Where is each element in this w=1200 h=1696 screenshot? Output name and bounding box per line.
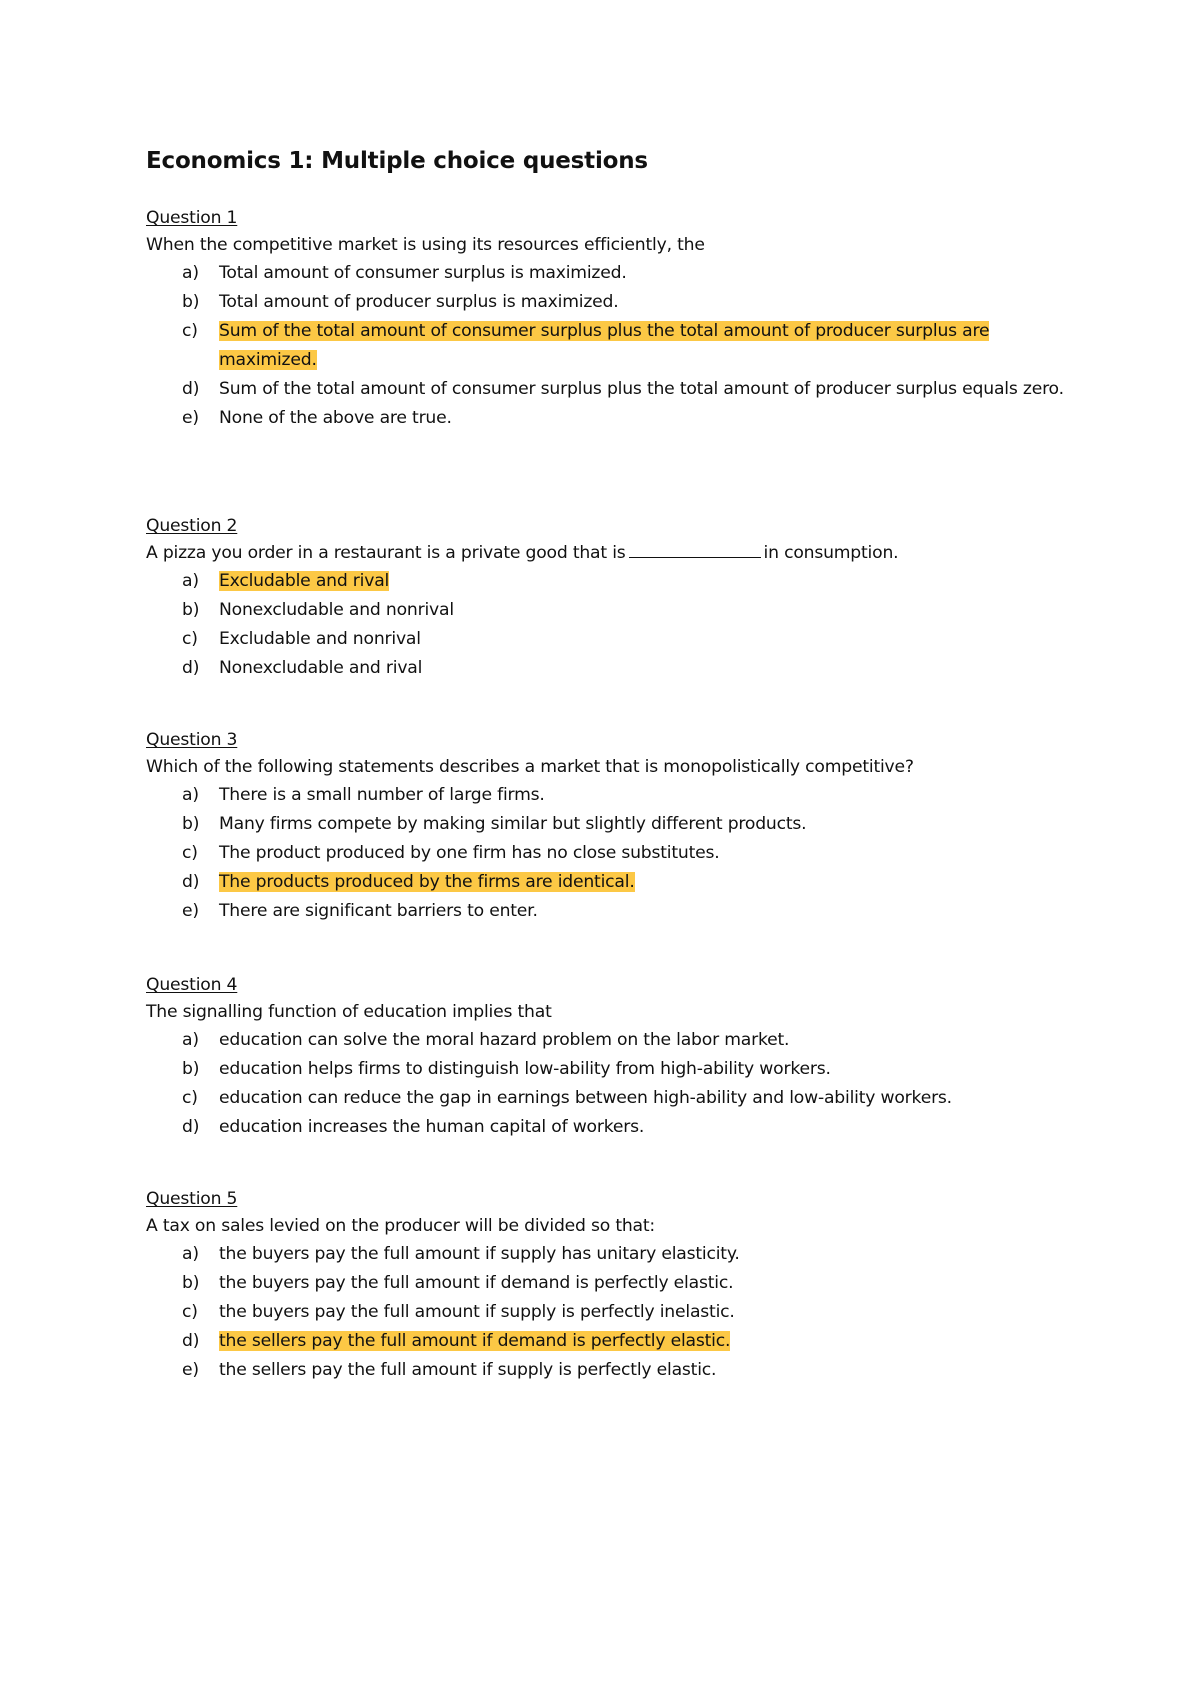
option-b bbox=[146, 1055, 1076, 1084]
option-text: education increases the human capital of workers. bbox=[219, 1117, 645, 1137]
question-3 bbox=[146, 727, 1076, 926]
option-b bbox=[146, 288, 1076, 317]
option-letter: e) bbox=[182, 901, 199, 921]
option-text: the buyers pay the full amount if supply is perfectly inelastic. bbox=[219, 1302, 735, 1322]
option-letter: d) bbox=[182, 1331, 200, 1351]
option-d bbox=[146, 1113, 1076, 1142]
option-d bbox=[146, 375, 1076, 404]
option-letter: d) bbox=[182, 379, 200, 399]
option-d bbox=[146, 1327, 1076, 1356]
options-list bbox=[146, 781, 1076, 926]
option-letter: d) bbox=[182, 658, 200, 678]
option-d bbox=[146, 868, 1076, 897]
option-letter: c) bbox=[182, 1088, 198, 1108]
option-text: education can reduce the gap in earnings between high-ability and low-ability workers. bbox=[219, 1088, 952, 1108]
option-text: Nonexcludable and nonrival bbox=[219, 600, 454, 620]
option-letter: c) bbox=[182, 321, 198, 341]
option-c bbox=[146, 839, 1076, 868]
option-text: Sum of the total amount of consumer surplus plus the total amount of producer surplus equals zero. bbox=[219, 379, 1064, 399]
option-b bbox=[146, 596, 1076, 625]
option-e bbox=[146, 897, 1076, 926]
option-text: the buyers pay the full amount if supply has unitary elasticity. bbox=[219, 1244, 740, 1264]
fill-in-blank bbox=[629, 542, 761, 558]
option-letter: d) bbox=[182, 872, 200, 892]
option-letter: a) bbox=[182, 1030, 199, 1050]
question-heading: Question 2 bbox=[146, 516, 238, 536]
option-c bbox=[146, 317, 1076, 375]
option-text: Excludable and nonrival bbox=[219, 629, 421, 649]
highlighted-answer-text: Sum of the total amount of consumer surplus plus the total amount of producer surplus are maximized. bbox=[219, 321, 990, 370]
option-letter: b) bbox=[182, 292, 200, 312]
question-stem: Which of the following statements describes a market that is monopolistically competitive? bbox=[146, 757, 914, 777]
option-letter: b) bbox=[182, 814, 200, 834]
highlighted-answer-text: the sellers pay the full amount if demand is perfectly elastic. bbox=[219, 1331, 731, 1351]
option-letter: d) bbox=[182, 1117, 200, 1137]
options-list bbox=[146, 567, 1076, 683]
option-d bbox=[146, 654, 1076, 683]
question-stem-after: in consumption. bbox=[763, 543, 899, 563]
option-letter: b) bbox=[182, 600, 200, 620]
option-a bbox=[146, 567, 1076, 596]
option-letter: c) bbox=[182, 843, 198, 863]
option-text: There is a small number of large firms. bbox=[219, 785, 545, 805]
option-c bbox=[146, 625, 1076, 654]
question-stem-before: A pizza you order in a restaurant is a private good that is bbox=[146, 543, 626, 563]
option-letter: e) bbox=[182, 408, 199, 428]
option-b bbox=[146, 1269, 1076, 1298]
option-letter: b) bbox=[182, 1059, 200, 1079]
document-title: Economics 1: Multiple choice questions bbox=[146, 148, 648, 174]
options-list bbox=[146, 1026, 1076, 1142]
question-5 bbox=[146, 1186, 1076, 1385]
option-a bbox=[146, 781, 1076, 810]
option-e bbox=[146, 404, 1076, 433]
option-letter: a) bbox=[182, 1244, 199, 1264]
question-2 bbox=[146, 513, 1076, 683]
option-text: education helps firms to distinguish low-ability from high-ability workers. bbox=[219, 1059, 831, 1079]
option-letter: b) bbox=[182, 1273, 200, 1293]
option-letter: a) bbox=[182, 571, 199, 591]
question-heading: Question 3 bbox=[146, 730, 238, 750]
option-letter: c) bbox=[182, 1302, 198, 1322]
options-list bbox=[146, 259, 1076, 433]
option-text: the buyers pay the full amount if demand is perfectly elastic. bbox=[219, 1273, 734, 1293]
option-c bbox=[146, 1298, 1076, 1327]
question-heading: Question 5 bbox=[146, 1189, 238, 1209]
question-stem: When the competitive market is using its resources efficiently, the bbox=[146, 235, 705, 255]
question-4 bbox=[146, 972, 1076, 1142]
option-c bbox=[146, 1084, 1076, 1113]
highlighted-answer-text: Excludable and rival bbox=[219, 571, 390, 591]
options-list bbox=[146, 1240, 1076, 1385]
option-text: There are significant barriers to enter. bbox=[219, 901, 538, 921]
option-text: Nonexcludable and rival bbox=[219, 658, 423, 678]
highlighted-answer-text: The products produced by the firms are identical. bbox=[219, 872, 635, 892]
option-letter: e) bbox=[182, 1360, 199, 1380]
option-b bbox=[146, 810, 1076, 839]
question-stem: The signalling function of education implies that bbox=[146, 1002, 552, 1022]
option-text: Many firms compete by making similar but slightly different products. bbox=[219, 814, 807, 834]
option-text: The product produced by one firm has no close substitutes. bbox=[219, 843, 720, 863]
option-e bbox=[146, 1356, 1076, 1385]
option-a bbox=[146, 1026, 1076, 1055]
option-text: Total amount of producer surplus is maximized. bbox=[219, 292, 619, 312]
option-letter: c) bbox=[182, 629, 198, 649]
option-a bbox=[146, 259, 1076, 288]
question-1 bbox=[146, 205, 1076, 433]
question-stem bbox=[146, 540, 1076, 567]
question-heading: Question 4 bbox=[146, 975, 238, 995]
option-text: None of the above are true. bbox=[219, 408, 452, 428]
option-letter: a) bbox=[182, 785, 199, 805]
option-a bbox=[146, 1240, 1076, 1269]
option-letter: a) bbox=[182, 263, 199, 283]
option-text: the sellers pay the full amount if supply is perfectly elastic. bbox=[219, 1360, 717, 1380]
question-heading: Question 1 bbox=[146, 208, 238, 228]
option-text: education can solve the moral hazard problem on the labor market. bbox=[219, 1030, 790, 1050]
option-text: Total amount of consumer surplus is maximized. bbox=[219, 263, 627, 283]
question-stem: A tax on sales levied on the producer will be divided so that: bbox=[146, 1216, 656, 1236]
